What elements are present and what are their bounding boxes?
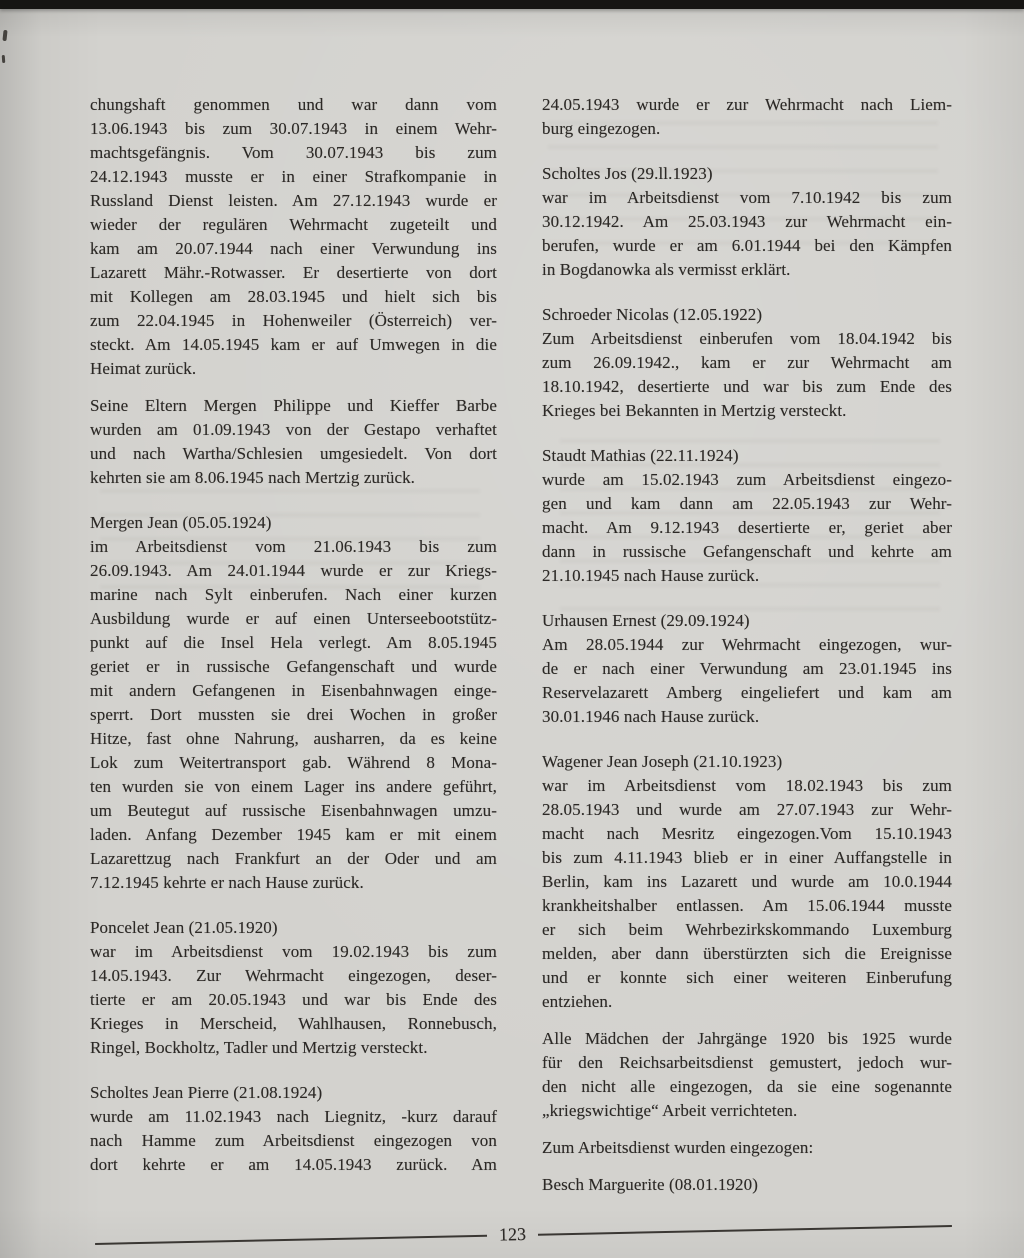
text-line: Zum Arbeitsdienst einberufen vom 18.04.1942 bis bbox=[542, 329, 952, 348]
text-line: burg eingezogen. bbox=[542, 119, 661, 138]
text-line: er sich beim Wehrbezirkskommando Luxemburg bbox=[542, 920, 952, 939]
right-column bbox=[542, 93, 952, 1197]
text-line: kehrten sie am 8.06.1945 nach Mertzig zurück. bbox=[90, 468, 416, 487]
text-line: berufen, wurde er am 6.01.1944 bei den Kämpfen bbox=[542, 236, 952, 255]
text-line: war im Arbeitsdienst vom 19.02.1943 bis zum bbox=[90, 942, 497, 961]
text-line: mit andern Gefangenen in Eisenbahnwagen einge- bbox=[90, 681, 497, 700]
page-number: 123 bbox=[498, 1223, 527, 1245]
left-column bbox=[90, 93, 497, 1197]
text-line: im Arbeitsdienst vom 21.06.1943 bis zum bbox=[90, 537, 497, 556]
text-line: entziehen. bbox=[542, 992, 613, 1011]
paragraph bbox=[542, 1173, 952, 1197]
text-line: tierte er am 20.05.1943 und war bis Ende des bbox=[90, 990, 497, 1009]
text-line: marine nach Sylt einberufen. Nach einer kurzen bbox=[90, 585, 497, 604]
scan-edge-bar bbox=[0, 0, 1024, 9]
paragraph bbox=[542, 1027, 952, 1123]
text-line: Seine Eltern Mergen Philippe und Kieffer Barbe bbox=[90, 396, 497, 415]
text-line: 13.06.1943 bis zum 30.07.1943 in einem Wehr- bbox=[90, 119, 497, 138]
text-line: Hitze, fast ohne Nahrung, ausharren, da es keine bbox=[90, 729, 497, 748]
text-line: macht. Am 9.12.1943 desertierte er, geriet aber bbox=[542, 518, 952, 537]
text-line: zum 22.04.1945 in Hohenweiler (Österreich) ver- bbox=[90, 311, 497, 330]
text-line: wurde am 11.02.1943 nach Liegnitz, -kurz darauf bbox=[90, 1107, 497, 1126]
entry-header: Wagener Jean Joseph (21.10.1923) bbox=[542, 752, 783, 771]
text-line: und er konnte sich einer weiteren Einberufung bbox=[542, 968, 952, 987]
text-columns bbox=[90, 93, 952, 1197]
text-line: gen und kam dann am 22.05.1943 zur Wehr- bbox=[542, 494, 952, 513]
text-line: Ringel, Bockholtz, Tadler und Mertzig versteckt. bbox=[90, 1038, 428, 1057]
text-line: 18.10.1942, desertierte und war bis zum Ende des bbox=[542, 377, 952, 396]
text-line: Reservelazarett Amberg eingeliefert und kam am bbox=[542, 683, 952, 702]
footer-rule-right bbox=[538, 1225, 952, 1236]
text-line: 30.12.1942. Am 25.03.1943 zur Wehrmacht ein- bbox=[542, 212, 952, 231]
entry bbox=[542, 750, 952, 1014]
text-line: den nicht alle eingezogen, da sie eine sogenannte bbox=[542, 1077, 952, 1096]
text-line: Lok zum Weitertransport gab. Während 8 Mona- bbox=[90, 753, 497, 772]
paragraph bbox=[542, 93, 952, 141]
text-line: punkt auf die Insel Hela verlegt. Am 8.05.1945 bbox=[90, 633, 497, 652]
entry bbox=[542, 609, 952, 729]
text-line: um Beutegut auf russische Eisenbahnwagen umzu- bbox=[90, 801, 497, 820]
footer-rule-left bbox=[95, 1235, 487, 1245]
text-line: Russland Dienst leisten. Am 27.12.1943 wurde er bbox=[90, 191, 497, 210]
text-line: 24.12.1943 musste er in einer Strafkompanie in bbox=[90, 167, 497, 186]
text-line: für den Reichsarbeitsdienst gemustert, jedoch wur- bbox=[542, 1053, 952, 1072]
scan-artifact bbox=[2, 30, 7, 41]
text-line: kam am 20.07.1944 nach einer Verwundung ins bbox=[90, 239, 497, 258]
text-line: Am 28.05.1944 zur Wehrmacht eingezogen, wur- bbox=[542, 635, 952, 654]
text-line: Krieges in Merscheid, Wahlhausen, Ronnebusch, bbox=[90, 1014, 497, 1033]
text-line: 30.01.1946 nach Hause zurück. bbox=[542, 707, 760, 726]
entry-header: Schroeder Nicolas (12.05.1922) bbox=[542, 305, 763, 324]
entry bbox=[90, 1081, 497, 1177]
entry bbox=[90, 511, 497, 895]
text-line: wieder der regulären Wehrmacht zugeteilt und bbox=[90, 215, 497, 234]
text-line: macht nach Mesritz eingezogen.Vom 15.10.1943 bbox=[542, 824, 952, 843]
text-line: mit Kollegen am 28.03.1945 und hielt sich bis bbox=[90, 287, 497, 306]
entry bbox=[542, 444, 952, 588]
text-line: war im Arbeitsdienst vom 18.02.1943 bis zum bbox=[542, 776, 952, 795]
text-line: „kriegswichtige“ Arbeit verrichteten. bbox=[542, 1101, 798, 1120]
entry-header: Staudt Mathias (22.11.1924) bbox=[542, 446, 739, 465]
text-line: 21.10.1945 nach Hause zurück. bbox=[542, 566, 760, 585]
entry-header: Scholtes Jos (29.ll.1923) bbox=[542, 164, 713, 183]
text-line: Lazarettzug nach Frankfurt an der Oder und am bbox=[90, 849, 497, 868]
text-line: Heimat zurück. bbox=[90, 359, 197, 378]
text-line: 26.09.1943. Am 24.01.1944 wurde er zur Kriegs- bbox=[90, 561, 497, 580]
text-line: machtsgefängnis. Vom 30.07.1943 bis zum bbox=[90, 143, 497, 162]
paragraph bbox=[90, 93, 497, 381]
text-line: sperrt. Dort mussten sie drei Wochen in großer bbox=[90, 705, 497, 724]
text-line: nach Hamme zum Arbeitsdienst eingezogen von bbox=[90, 1131, 497, 1150]
entry-header: Poncelet Jean (21.05.1920) bbox=[90, 918, 278, 937]
text-line: und nach Wartha/Schlesien umgesiedelt. Von dort bbox=[90, 444, 497, 463]
text-line: 28.05.1943 und wurde am 27.07.1943 zur Wehr- bbox=[542, 800, 952, 819]
text-line: war im Arbeitsdienst vom 7.10.1942 bis zum bbox=[542, 188, 952, 207]
text-line: wurde am 15.02.1943 zum Arbeitsdienst eingezo- bbox=[542, 470, 952, 489]
text-line: de er nach einer Verwundung am 23.01.1945 ins bbox=[542, 659, 952, 678]
entry-header: Urhausen Ernest (29.09.1924) bbox=[542, 611, 750, 630]
text-line: geriet er in russische Gefangenschaft und wurde bbox=[90, 657, 497, 676]
entry bbox=[542, 162, 952, 282]
text-line: 7.12.1945 kehrte er nach Hause zurück. bbox=[90, 873, 364, 892]
text-line: Ausbildung wurde er auf einen Unterseebootstütz- bbox=[90, 609, 497, 628]
text-line: in Bogdanowka als vermisst erklärt. bbox=[542, 260, 791, 279]
text-line: 24.05.1943 wurde er zur Wehrmacht nach Liem- bbox=[542, 95, 952, 114]
text-line: Krieges bei Bekannten in Mertzig versteckt. bbox=[542, 401, 847, 420]
entry-header: Scholtes Jean Pierre (21.08.1924) bbox=[90, 1083, 323, 1102]
text-line: bis zum 4.11.1943 blieb er in einer Auffangstelle in bbox=[542, 848, 952, 867]
text-line: wurden am 01.09.1943 von der Gestapo verhaftet bbox=[90, 420, 497, 439]
text-line: zum 26.09.1942., kam er zur Wehrmacht am bbox=[542, 353, 952, 372]
scan-artifact bbox=[2, 55, 6, 63]
text-line: Besch Marguerite (08.01.1920) bbox=[542, 1175, 758, 1194]
text-line: 14.05.1943. Zur Wehrmacht eingezogen, deser- bbox=[90, 966, 497, 985]
text-line: Lazarett Mähr.-Rotwasser. Er desertierte von dort bbox=[90, 263, 497, 282]
text-line: dann in russische Gefangenschaft und kehrte am bbox=[542, 542, 952, 561]
text-line: Berlin, kam ins Lazarett und wurde am 10.0.1944 bbox=[542, 872, 952, 891]
paragraph bbox=[90, 394, 497, 490]
text-line: steckt. Am 14.05.1945 kam er auf Umwegen in die bbox=[90, 335, 497, 354]
text-line: melden, aber dann überstürzten sich die Ereignisse bbox=[542, 944, 952, 963]
text-line: dort kehrte er am 14.05.1943 zurück. Am bbox=[90, 1155, 497, 1174]
text-line: Zum Arbeitsdienst wurden eingezogen: bbox=[542, 1138, 814, 1157]
text-line: krankheitshalber entlassen. Am 15.06.1944 musste bbox=[542, 896, 952, 915]
entry bbox=[542, 303, 952, 423]
text-line: laden. Anfang Dezember 1945 kam er mit einem bbox=[90, 825, 497, 844]
text-line: chungshaft genommen und war dann vom bbox=[90, 95, 497, 114]
entry bbox=[90, 916, 497, 1060]
page-footer bbox=[95, 1215, 952, 1255]
entry-header: Mergen Jean (05.05.1924) bbox=[90, 513, 272, 532]
text-line: Alle Mädchen der Jahrgänge 1920 bis 1925 wurde bbox=[542, 1029, 952, 1048]
paragraph bbox=[542, 1136, 952, 1160]
text-line: ten wurden sie von einem Lager ins andere geführt, bbox=[90, 777, 497, 796]
